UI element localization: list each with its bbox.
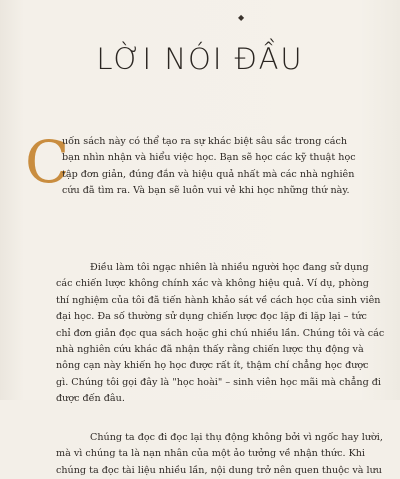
text-line: bạn nhìn nhận và hiểu việc học. Bạn sẽ học các kỹ thuật học <box>62 152 356 164</box>
text-line: mà vì chúng ta là nạn nhân của một ảo tưởng về nhận thức. Khi <box>56 448 366 460</box>
paragraph-3 <box>56 430 384 479</box>
text-line: Điều làm tôi ngạc nhiên là nhiều người học đang sử dụng <box>90 262 369 273</box>
ornament-icon: ◆ <box>238 13 245 22</box>
paragraph-2 <box>56 260 384 408</box>
text-line: chỉ đơn giản đọc qua sách hoặc ghi chú nhiều lần. Chúng tôi và các <box>56 327 385 339</box>
text-line: các chiến lược không chính xác và không hiệu quả. Ví dụ, phòng <box>56 278 369 290</box>
text-line: được đến đâu. <box>56 393 125 405</box>
chapter-title: LỜI NÓI ĐẦU <box>96 42 304 76</box>
text-line: Chúng ta đọc đi đọc lại thụ động không bởi vì ngốc hay lười, <box>90 432 383 443</box>
drop-cap: C <box>25 128 70 196</box>
text-line: nông cạn này khiến họ học được rất ít, thậm chí chẳng học được <box>56 360 369 372</box>
text-line: nhà nghiên cứu khác đã nhận thấy rằng chiến lược thụ động và <box>56 344 364 356</box>
paragraph-1 <box>62 134 380 200</box>
text-line: cứu đã tìm ra. Và bạn sẽ luôn vui vẻ khi học những thứ này. <box>62 185 350 197</box>
text-line: gì. Chúng tôi gọi đây là "học hoài" – sinh viên học mãi mà chẳng đi <box>56 376 381 388</box>
text-line: chúng ta đọc tài liệu nhiều lần, nội dung trở nên quen thuộc và lưu <box>56 464 382 476</box>
text-line: đại học. Đa số thường sử dụng chiến lược đọc lặp đi lặp lại – tức <box>56 311 367 323</box>
text-line: thí nghiệm của tôi đã tiến hành khảo sát về cách học của sinh viên <box>56 294 381 306</box>
text-line: tập đơn giản, đúng đắn và hiệu quả nhất mà các nhà nghiên <box>62 168 355 180</box>
text-line: uốn sách này có thể tạo ra sự khác biệt sâu sắc trong cách <box>62 136 348 147</box>
